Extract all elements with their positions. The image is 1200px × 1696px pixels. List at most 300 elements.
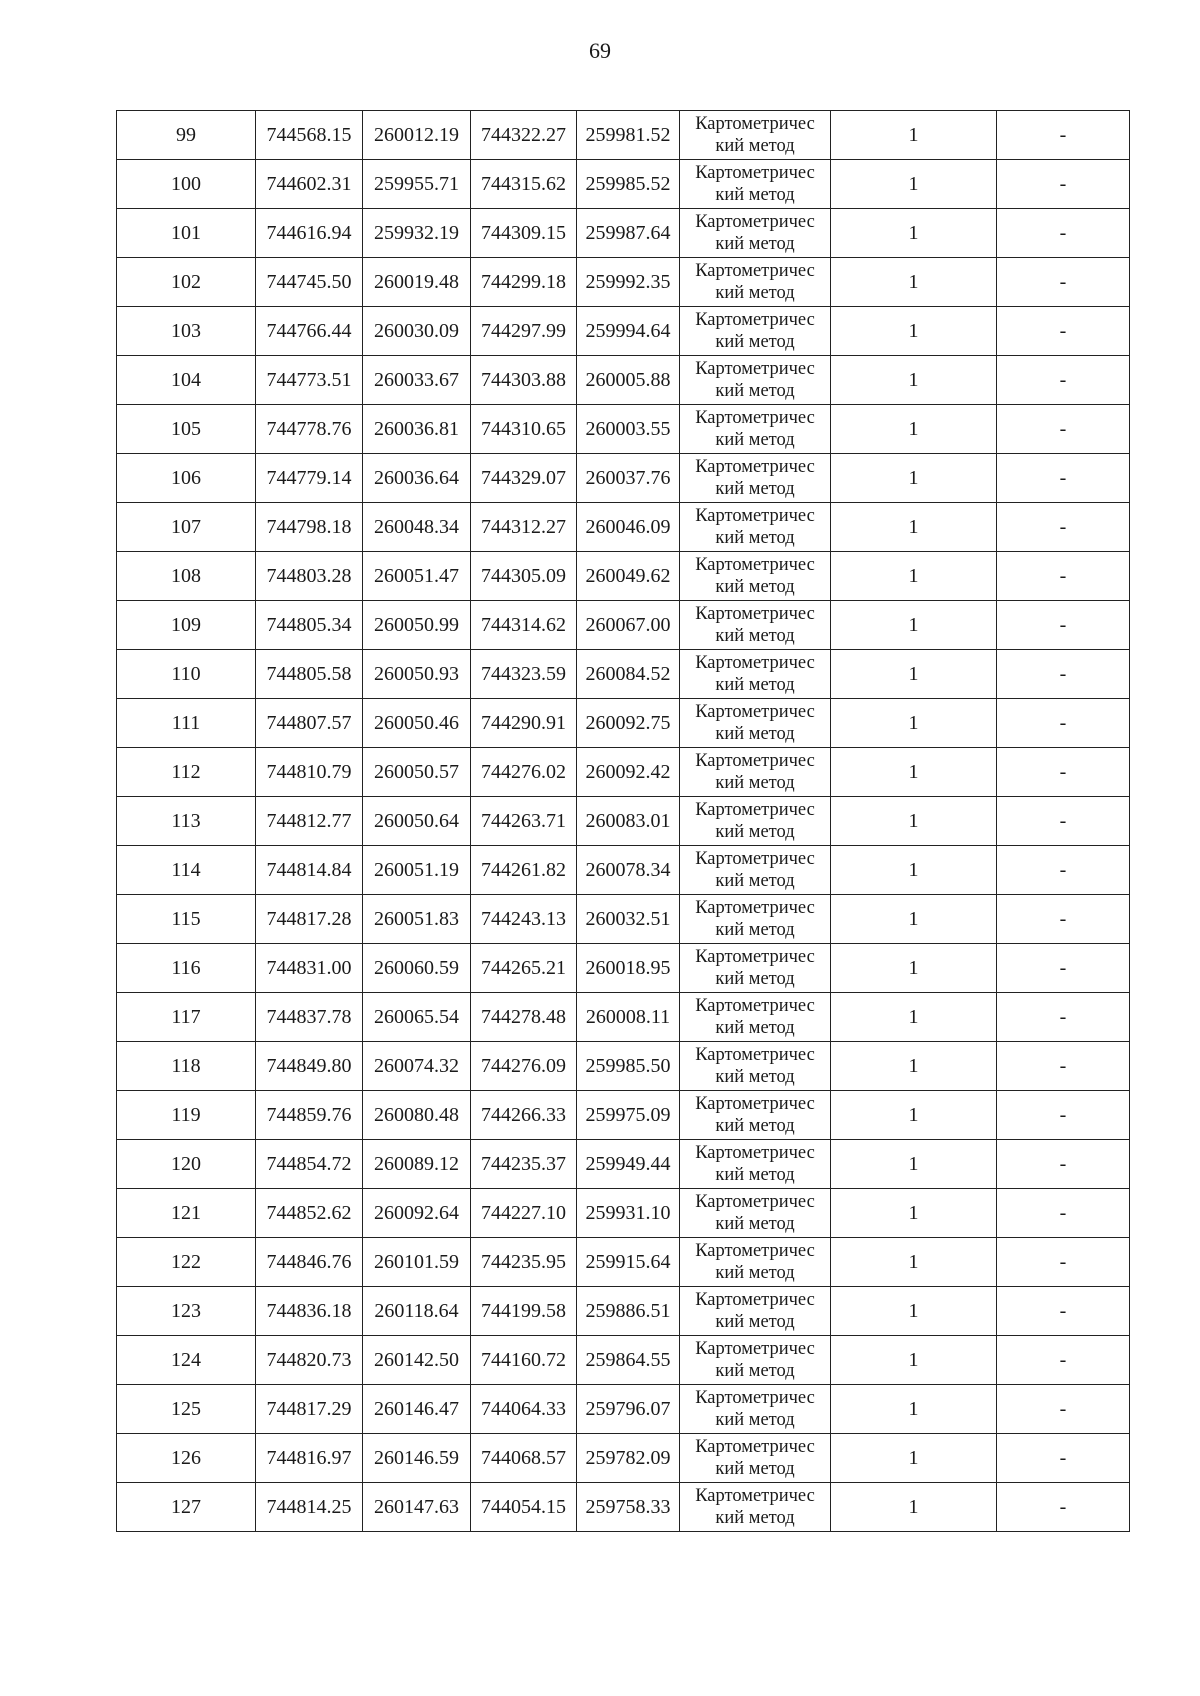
method-cell — [680, 356, 831, 405]
note-cell: - — [997, 258, 1130, 307]
method-line-2: кий метод — [715, 1067, 795, 1087]
method-line-1: Картометричес — [695, 359, 815, 379]
x-coordinate-cell: 744803.28 — [256, 552, 363, 601]
point-number-cell: 109 — [117, 601, 256, 650]
method-cell — [680, 601, 831, 650]
method-line-2: кий метод — [715, 626, 795, 646]
note-cell: - — [997, 307, 1130, 356]
x-coordinate-cell: 744568.15 — [256, 111, 363, 160]
method-line-1: Картометричес — [695, 1437, 815, 1457]
y-coordinate-cell: 260089.12 — [363, 1140, 471, 1189]
method-line-2: кий метод — [715, 577, 795, 597]
point-number-cell: 124 — [117, 1336, 256, 1385]
method-line-2: кий метод — [715, 675, 795, 695]
x-coordinate-cell: 744779.14 — [256, 454, 363, 503]
accuracy-cell: 1 — [831, 601, 997, 650]
x2-coordinate-cell: 744261.82 — [471, 846, 577, 895]
y2-coordinate-cell: 259981.52 — [577, 111, 680, 160]
x2-coordinate-cell: 744315.62 — [471, 160, 577, 209]
table-row — [117, 993, 1130, 1042]
point-number-cell: 107 — [117, 503, 256, 552]
accuracy-cell: 1 — [831, 454, 997, 503]
table-row — [117, 748, 1130, 797]
y-coordinate-cell: 260142.50 — [363, 1336, 471, 1385]
method-line-1: Картометричес — [695, 898, 815, 918]
x2-coordinate-cell: 744263.71 — [471, 797, 577, 846]
y-coordinate-cell: 260030.09 — [363, 307, 471, 356]
method-cell — [680, 405, 831, 454]
method-cell — [680, 552, 831, 601]
y-coordinate-cell: 260147.63 — [363, 1483, 471, 1532]
accuracy-cell: 1 — [831, 1287, 997, 1336]
point-number-cell: 113 — [117, 797, 256, 846]
method-line-1: Картометричес — [695, 604, 815, 624]
method-line-1: Картометричес — [695, 1486, 815, 1506]
method-line-1: Картометричес — [695, 506, 815, 526]
table-row — [117, 1042, 1130, 1091]
table-row — [117, 454, 1130, 503]
x2-coordinate-cell: 744064.33 — [471, 1385, 577, 1434]
method-line-2: кий метод — [715, 430, 795, 450]
point-number-cell: 117 — [117, 993, 256, 1042]
point-number-cell: 123 — [117, 1287, 256, 1336]
accuracy-cell: 1 — [831, 1189, 997, 1238]
accuracy-cell: 1 — [831, 209, 997, 258]
method-cell — [680, 748, 831, 797]
y2-coordinate-cell: 260083.01 — [577, 797, 680, 846]
y2-coordinate-cell: 260018.95 — [577, 944, 680, 993]
note-cell: - — [997, 356, 1130, 405]
method-line-2: кий метод — [715, 136, 795, 156]
y-coordinate-cell: 260036.64 — [363, 454, 471, 503]
x2-coordinate-cell: 744314.62 — [471, 601, 577, 650]
note-cell: - — [997, 650, 1130, 699]
method-cell — [680, 503, 831, 552]
x-coordinate-cell: 744807.57 — [256, 699, 363, 748]
table-row — [117, 797, 1130, 846]
point-number-cell: 121 — [117, 1189, 256, 1238]
point-number-cell: 101 — [117, 209, 256, 258]
note-cell: - — [997, 405, 1130, 454]
y-coordinate-cell: 260051.83 — [363, 895, 471, 944]
method-cell — [680, 1140, 831, 1189]
y2-coordinate-cell: 259949.44 — [577, 1140, 680, 1189]
note-cell: - — [997, 1434, 1130, 1483]
note-cell: - — [997, 944, 1130, 993]
accuracy-cell: 1 — [831, 748, 997, 797]
method-cell — [680, 1287, 831, 1336]
table-row — [117, 160, 1130, 209]
table-row — [117, 209, 1130, 258]
x2-coordinate-cell: 744235.37 — [471, 1140, 577, 1189]
x2-coordinate-cell: 744323.59 — [471, 650, 577, 699]
note-cell: - — [997, 111, 1130, 160]
x2-coordinate-cell: 744266.33 — [471, 1091, 577, 1140]
x2-coordinate-cell: 744276.02 — [471, 748, 577, 797]
point-number-cell: 114 — [117, 846, 256, 895]
method-line-1: Картометричес — [695, 114, 815, 134]
method-line-1: Картометричес — [695, 212, 815, 232]
x2-coordinate-cell: 744329.07 — [471, 454, 577, 503]
note-cell: - — [997, 1336, 1130, 1385]
y-coordinate-cell: 259932.19 — [363, 209, 471, 258]
point-number-cell: 125 — [117, 1385, 256, 1434]
note-cell: - — [997, 846, 1130, 895]
x-coordinate-cell: 744766.44 — [256, 307, 363, 356]
accuracy-cell: 1 — [831, 650, 997, 699]
method-line-1: Картометричес — [695, 996, 815, 1016]
y2-coordinate-cell: 260005.88 — [577, 356, 680, 405]
x2-coordinate-cell: 744235.95 — [471, 1238, 577, 1287]
y2-coordinate-cell: 259886.51 — [577, 1287, 680, 1336]
y-coordinate-cell: 260074.32 — [363, 1042, 471, 1091]
accuracy-cell: 1 — [831, 1042, 997, 1091]
accuracy-cell: 1 — [831, 405, 997, 454]
y-coordinate-cell: 260146.47 — [363, 1385, 471, 1434]
table-row — [117, 356, 1130, 405]
table-row — [117, 503, 1130, 552]
method-cell — [680, 1091, 831, 1140]
x-coordinate-cell: 744805.58 — [256, 650, 363, 699]
x-coordinate-cell: 744836.18 — [256, 1287, 363, 1336]
table-row — [117, 111, 1130, 160]
point-number-cell: 105 — [117, 405, 256, 454]
note-cell: - — [997, 797, 1130, 846]
method-line-2: кий метод — [715, 1165, 795, 1185]
method-line-2: кий метод — [715, 1116, 795, 1136]
x-coordinate-cell: 744846.76 — [256, 1238, 363, 1287]
accuracy-cell: 1 — [831, 1091, 997, 1140]
point-number-cell: 103 — [117, 307, 256, 356]
method-line-2: кий метод — [715, 1410, 795, 1430]
table-row — [117, 1140, 1130, 1189]
y2-coordinate-cell: 260084.52 — [577, 650, 680, 699]
accuracy-cell: 1 — [831, 160, 997, 209]
method-line-1: Картометричес — [695, 1143, 815, 1163]
note-cell: - — [997, 160, 1130, 209]
method-line-2: кий метод — [715, 969, 795, 989]
point-number-cell: 104 — [117, 356, 256, 405]
method-cell — [680, 650, 831, 699]
x-coordinate-cell: 744816.97 — [256, 1434, 363, 1483]
x2-coordinate-cell: 744297.99 — [471, 307, 577, 356]
accuracy-cell: 1 — [831, 1238, 997, 1287]
method-line-2: кий метод — [715, 479, 795, 499]
y2-coordinate-cell: 259931.10 — [577, 1189, 680, 1238]
x2-coordinate-cell: 744309.15 — [471, 209, 577, 258]
method-line-1: Картометричес — [695, 947, 815, 967]
method-cell — [680, 1336, 831, 1385]
y2-coordinate-cell: 260067.00 — [577, 601, 680, 650]
method-cell — [680, 1042, 831, 1091]
x2-coordinate-cell: 744265.21 — [471, 944, 577, 993]
note-cell: - — [997, 748, 1130, 797]
note-cell: - — [997, 552, 1130, 601]
x2-coordinate-cell: 744199.58 — [471, 1287, 577, 1336]
y2-coordinate-cell: 259994.64 — [577, 307, 680, 356]
y-coordinate-cell: 260050.99 — [363, 601, 471, 650]
table-row — [117, 1434, 1130, 1483]
accuracy-cell: 1 — [831, 895, 997, 944]
point-number-cell: 102 — [117, 258, 256, 307]
x-coordinate-cell: 744820.73 — [256, 1336, 363, 1385]
y2-coordinate-cell: 259985.50 — [577, 1042, 680, 1091]
accuracy-cell: 1 — [831, 1483, 997, 1532]
method-line-2: кий метод — [715, 1263, 795, 1283]
point-number-cell: 100 — [117, 160, 256, 209]
x2-coordinate-cell: 744299.18 — [471, 258, 577, 307]
method-line-2: кий метод — [715, 283, 795, 303]
method-cell — [680, 1434, 831, 1483]
table-row — [117, 1336, 1130, 1385]
x2-coordinate-cell: 744243.13 — [471, 895, 577, 944]
point-number-cell: 112 — [117, 748, 256, 797]
x-coordinate-cell: 744831.00 — [256, 944, 363, 993]
point-number-cell: 108 — [117, 552, 256, 601]
y-coordinate-cell: 260118.64 — [363, 1287, 471, 1336]
y2-coordinate-cell: 259987.64 — [577, 209, 680, 258]
method-cell — [680, 258, 831, 307]
y-coordinate-cell: 260092.64 — [363, 1189, 471, 1238]
method-line-1: Картометричес — [695, 800, 815, 820]
note-cell: - — [997, 993, 1130, 1042]
table-body — [117, 111, 1130, 1532]
x-coordinate-cell: 744616.94 — [256, 209, 363, 258]
table-row — [117, 1287, 1130, 1336]
y-coordinate-cell: 260019.48 — [363, 258, 471, 307]
method-line-1: Картометричес — [695, 310, 815, 330]
point-number-cell: 116 — [117, 944, 256, 993]
y2-coordinate-cell: 260032.51 — [577, 895, 680, 944]
x-coordinate-cell: 744798.18 — [256, 503, 363, 552]
y-coordinate-cell: 260051.19 — [363, 846, 471, 895]
accuracy-cell: 1 — [831, 846, 997, 895]
method-cell — [680, 307, 831, 356]
note-cell: - — [997, 1091, 1130, 1140]
table-row — [117, 650, 1130, 699]
y2-coordinate-cell: 259985.52 — [577, 160, 680, 209]
method-line-2: кий метод — [715, 1214, 795, 1234]
method-line-2: кий метод — [715, 1312, 795, 1332]
x2-coordinate-cell: 744160.72 — [471, 1336, 577, 1385]
accuracy-cell: 1 — [831, 993, 997, 1042]
x-coordinate-cell: 744805.34 — [256, 601, 363, 650]
point-number-cell: 111 — [117, 699, 256, 748]
method-cell — [680, 454, 831, 503]
method-line-2: кий метод — [715, 773, 795, 793]
y2-coordinate-cell: 260092.42 — [577, 748, 680, 797]
x-coordinate-cell: 744817.29 — [256, 1385, 363, 1434]
method-line-1: Картометричес — [695, 555, 815, 575]
y2-coordinate-cell: 260092.75 — [577, 699, 680, 748]
method-line-2: кий метод — [715, 920, 795, 940]
y-coordinate-cell: 260051.47 — [363, 552, 471, 601]
method-cell — [680, 111, 831, 160]
method-line-1: Картометричес — [695, 1192, 815, 1212]
table-row — [117, 846, 1130, 895]
table-row — [117, 307, 1130, 356]
x-coordinate-cell: 744817.28 — [256, 895, 363, 944]
note-cell: - — [997, 699, 1130, 748]
method-line-2: кий метод — [715, 1018, 795, 1038]
method-line-2: кий метод — [715, 871, 795, 891]
method-cell — [680, 160, 831, 209]
method-cell — [680, 1483, 831, 1532]
x2-coordinate-cell: 744312.27 — [471, 503, 577, 552]
coordinates-table — [116, 110, 1130, 1532]
method-cell — [680, 1385, 831, 1434]
method-line-2: кий метод — [715, 332, 795, 352]
method-line-2: кий метод — [715, 1361, 795, 1381]
x2-coordinate-cell: 744054.15 — [471, 1483, 577, 1532]
method-cell — [680, 944, 831, 993]
method-line-2: кий метод — [715, 724, 795, 744]
method-line-1: Картометричес — [695, 751, 815, 771]
accuracy-cell: 1 — [831, 797, 997, 846]
note-cell: - — [997, 1189, 1130, 1238]
table-row — [117, 552, 1130, 601]
x2-coordinate-cell: 744305.09 — [471, 552, 577, 601]
y2-coordinate-cell: 259864.55 — [577, 1336, 680, 1385]
x-coordinate-cell: 744854.72 — [256, 1140, 363, 1189]
y2-coordinate-cell: 260078.34 — [577, 846, 680, 895]
x2-coordinate-cell: 744322.27 — [471, 111, 577, 160]
note-cell: - — [997, 1042, 1130, 1091]
table-row — [117, 1483, 1130, 1532]
y2-coordinate-cell: 260037.76 — [577, 454, 680, 503]
y2-coordinate-cell: 259992.35 — [577, 258, 680, 307]
accuracy-cell: 1 — [831, 1336, 997, 1385]
method-line-2: кий метод — [715, 528, 795, 548]
y2-coordinate-cell: 260003.55 — [577, 405, 680, 454]
note-cell: - — [997, 503, 1130, 552]
y-coordinate-cell: 260065.54 — [363, 993, 471, 1042]
method-line-1: Картометричес — [695, 849, 815, 869]
note-cell: - — [997, 601, 1130, 650]
accuracy-cell: 1 — [831, 1140, 997, 1189]
x-coordinate-cell: 744773.51 — [256, 356, 363, 405]
y-coordinate-cell: 259955.71 — [363, 160, 471, 209]
table-row — [117, 1385, 1130, 1434]
x-coordinate-cell: 744778.76 — [256, 405, 363, 454]
accuracy-cell: 1 — [831, 356, 997, 405]
note-cell: - — [997, 1385, 1130, 1434]
method-line-2: кий метод — [715, 381, 795, 401]
method-line-1: Картометричес — [695, 1388, 815, 1408]
accuracy-cell: 1 — [831, 1385, 997, 1434]
y-coordinate-cell: 260033.67 — [363, 356, 471, 405]
point-number-cell: 118 — [117, 1042, 256, 1091]
method-line-1: Картометричес — [695, 1339, 815, 1359]
table-row — [117, 1189, 1130, 1238]
table-row — [117, 601, 1130, 650]
y-coordinate-cell: 260012.19 — [363, 111, 471, 160]
x-coordinate-cell: 744837.78 — [256, 993, 363, 1042]
note-cell: - — [997, 1287, 1130, 1336]
point-number-cell: 106 — [117, 454, 256, 503]
table-row — [117, 699, 1130, 748]
method-line-1: Картометричес — [695, 163, 815, 183]
x2-coordinate-cell: 744290.91 — [471, 699, 577, 748]
y2-coordinate-cell: 259796.07 — [577, 1385, 680, 1434]
y-coordinate-cell: 260060.59 — [363, 944, 471, 993]
y-coordinate-cell: 260050.93 — [363, 650, 471, 699]
method-line-2: кий метод — [715, 822, 795, 842]
x-coordinate-cell: 744745.50 — [256, 258, 363, 307]
page-number: 69 — [589, 38, 611, 63]
table-row — [117, 944, 1130, 993]
x-coordinate-cell: 744859.76 — [256, 1091, 363, 1140]
note-cell: - — [997, 209, 1130, 258]
table-row — [117, 1091, 1130, 1140]
note-cell: - — [997, 1140, 1130, 1189]
note-cell: - — [997, 1483, 1130, 1532]
x2-coordinate-cell: 744227.10 — [471, 1189, 577, 1238]
method-cell — [680, 846, 831, 895]
point-number-cell: 126 — [117, 1434, 256, 1483]
method-line-1: Картометричес — [695, 261, 815, 281]
note-cell: - — [997, 895, 1130, 944]
method-line-2: кий метод — [715, 1459, 795, 1479]
y2-coordinate-cell: 259758.33 — [577, 1483, 680, 1532]
method-cell — [680, 1189, 831, 1238]
method-line-1: Картометричес — [695, 1045, 815, 1065]
x2-coordinate-cell: 744276.09 — [471, 1042, 577, 1091]
y2-coordinate-cell: 259782.09 — [577, 1434, 680, 1483]
y-coordinate-cell: 260146.59 — [363, 1434, 471, 1483]
point-number-cell: 119 — [117, 1091, 256, 1140]
y-coordinate-cell: 260050.46 — [363, 699, 471, 748]
y-coordinate-cell: 260050.57 — [363, 748, 471, 797]
accuracy-cell: 1 — [831, 503, 997, 552]
method-line-1: Картометричес — [695, 653, 815, 673]
table-row — [117, 258, 1130, 307]
accuracy-cell: 1 — [831, 1434, 997, 1483]
method-line-1: Картометричес — [695, 1094, 815, 1114]
method-line-1: Картометричес — [695, 457, 815, 477]
x2-coordinate-cell: 744278.48 — [471, 993, 577, 1042]
accuracy-cell: 1 — [831, 111, 997, 160]
method-line-2: кий метод — [715, 185, 795, 205]
method-line-2: кий метод — [715, 234, 795, 254]
table-row — [117, 1238, 1130, 1287]
x-coordinate-cell: 744602.31 — [256, 160, 363, 209]
accuracy-cell: 1 — [831, 944, 997, 993]
point-number-cell: 115 — [117, 895, 256, 944]
accuracy-cell: 1 — [831, 699, 997, 748]
note-cell: - — [997, 454, 1130, 503]
y-coordinate-cell: 260036.81 — [363, 405, 471, 454]
y2-coordinate-cell: 260008.11 — [577, 993, 680, 1042]
x2-coordinate-cell: 744068.57 — [471, 1434, 577, 1483]
method-cell — [680, 1238, 831, 1287]
note-cell: - — [997, 1238, 1130, 1287]
method-line-1: Картометричес — [695, 1241, 815, 1261]
point-number-cell: 99 — [117, 111, 256, 160]
table-row — [117, 895, 1130, 944]
x-coordinate-cell: 744814.84 — [256, 846, 363, 895]
x-coordinate-cell: 744812.77 — [256, 797, 363, 846]
method-line-1: Картометричес — [695, 408, 815, 428]
x2-coordinate-cell: 744303.88 — [471, 356, 577, 405]
method-cell — [680, 797, 831, 846]
point-number-cell: 110 — [117, 650, 256, 699]
method-line-1: Картометричес — [695, 1290, 815, 1310]
y-coordinate-cell: 260080.48 — [363, 1091, 471, 1140]
x-coordinate-cell: 744814.25 — [256, 1483, 363, 1532]
y-coordinate-cell: 260048.34 — [363, 503, 471, 552]
y2-coordinate-cell: 259975.09 — [577, 1091, 680, 1140]
